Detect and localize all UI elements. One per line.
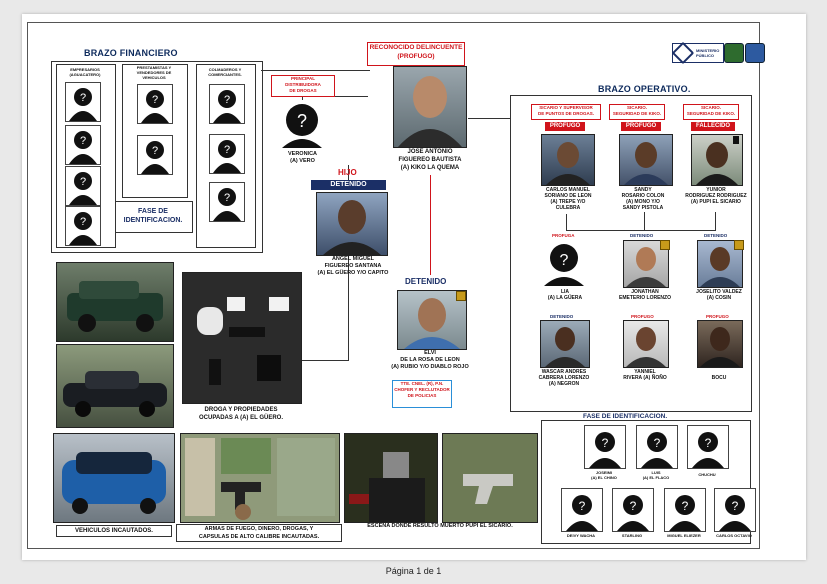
connector-line: [300, 360, 349, 361]
status-label: PROFUGO: [631, 314, 654, 319]
veronica-name: VERONICA (A) VERO: [287, 151, 318, 164]
detenido-tag-icon: [734, 240, 744, 250]
suspect-photo: [697, 320, 743, 368]
hijo-name: ANGEL MIGUEL FIGUEREO SANTANA (A) EL GÜERO Y/O CAPITO: [317, 256, 389, 276]
unknown-person-icon: [714, 488, 756, 532]
status-label: DETENIDO: [704, 233, 728, 238]
status-label: DETENIDO: [550, 314, 574, 319]
connector-line: [261, 70, 370, 71]
unknown-person-icon: [65, 82, 101, 122]
weapons-money-photo: [180, 433, 340, 523]
drogas-caption: DROGA Y PROPIEDADES OCUPADAS A (A) EL GÜERO.: [198, 407, 283, 421]
logo-text: MINISTERIO PÚBLICO: [696, 48, 720, 58]
col3-label: COLMADEROS Y COMERCIANTES.: [208, 67, 242, 77]
unknown-person-icon: [561, 488, 603, 532]
unknown-person-icon: [137, 84, 173, 124]
svg-text:?: ?: [704, 436, 712, 450]
svg-text:?: ?: [79, 216, 87, 228]
svg-text:?: ?: [151, 145, 159, 157]
role-3: SICARIO. SEGURIDAD DE KIKO.: [683, 104, 739, 120]
status-label: DETENIDO: [630, 233, 654, 238]
svg-text:?: ?: [79, 176, 87, 188]
svg-text:?: ?: [629, 499, 637, 513]
escena-caption: ESCENA DONDE RESULTO MUERTO PUPI EL SICARIO.: [367, 523, 513, 529]
connector-line: [566, 214, 567, 230]
suspect-name: SANDY ROSARIO COLON (A) MONO Y/O SANDY PISTOLA: [621, 187, 665, 211]
connector-line: [566, 230, 716, 231]
policia-seal-icon: [745, 43, 765, 63]
status-label: PROFUGA: [552, 233, 575, 238]
suspect-photo: [541, 134, 595, 186]
detenido-tag-icon: [456, 291, 466, 301]
suspect-name: YANNIEL RIVERA (A) ÑOÑO: [623, 369, 667, 381]
svg-text:?: ?: [731, 499, 739, 513]
status-badge: FALLECIDO: [691, 122, 735, 131]
unknown-person-icon: [65, 166, 101, 206]
svg-text:?: ?: [223, 144, 231, 156]
center-header: RECONOCIDO DELINCUENTE (PROFUGO): [367, 42, 465, 66]
fase2-name: MIGUEL ELIEZER: [667, 533, 701, 538]
unknown-person-icon: [209, 134, 245, 174]
hijo-label: HIJO: [338, 168, 357, 177]
col1-label: EMPRESARIOS (AGUACATERO): [69, 67, 101, 77]
svg-text:?: ?: [559, 252, 569, 269]
elvi-name: ELVI DE LA ROSA DE LEON (A) RUBIO Y/O DIABLO ROJO: [391, 350, 469, 370]
unknown-person-icon: [540, 240, 588, 286]
fase2-name: STARLING: [621, 533, 643, 538]
unknown-person-icon: [65, 125, 101, 165]
suspect-name: WASCAR ANDRES CABRERA LORENZO (A) NEGRON: [538, 369, 590, 387]
vehicle-photo-crv: [53, 433, 175, 523]
hijo-status: DETENIDO: [311, 180, 386, 190]
unknown-person-icon: [278, 100, 326, 148]
fase2-name: DEIVY WACHA: [566, 533, 596, 538]
unknown-person-icon: [664, 488, 706, 532]
connector-line: [644, 212, 645, 230]
unknown-person-icon: [209, 182, 245, 222]
suspect-photo: [540, 320, 590, 368]
vehicle-photo-sedan: [56, 344, 174, 428]
unknown-person-icon: [65, 206, 101, 246]
svg-text:?: ?: [681, 499, 689, 513]
detenido-tag-icon: [660, 240, 670, 250]
vehicle-photo-suv: [56, 262, 174, 342]
unknown-person-icon: [636, 425, 678, 469]
armas-caption: ARMAS DE FUEGO, DINERO, DROGAS, Y CAPSULAS DE ALTO CALIBRE INCAUTADAS.: [176, 524, 342, 542]
connector-line: [715, 212, 716, 230]
status-badge: PROFUGO: [545, 122, 585, 131]
fase2-name: CARLOS OCTAVIO: [716, 533, 752, 538]
veronica-role: PRINCIPAL DISTRIBUIDORA DE DROGAS: [271, 75, 335, 97]
center-name: JOSE ANTONIO FIGUEREO BAUTISTA (A) KIKO LA QUEMA: [398, 149, 462, 171]
fase2-name: LUIS (A) EL FLACO: [642, 470, 670, 480]
svg-text:?: ?: [223, 192, 231, 204]
role-1: SICARIO Y SUPERVISOR DE PUNTOS DE DROGAS.: [531, 104, 601, 120]
status-label: PROFUGO: [706, 314, 729, 319]
col2-label: PRESTAMISTAS Y VENDEDORES DE VEHICULOS: [136, 65, 172, 80]
suspect-name: JOSELITO VALDEZ (A) COSIN: [696, 289, 742, 301]
brazo-operativo-title: BRAZO OPERATIVO.: [598, 84, 691, 94]
vehiculos-caption: VEHICULOS INCAUTADOS.: [56, 525, 172, 537]
pistol-photo: [442, 433, 538, 523]
crime-scene-photo: [344, 433, 438, 523]
unknown-person-icon: [612, 488, 654, 532]
unknown-person-icon: [687, 425, 729, 469]
svg-text:?: ?: [223, 94, 231, 106]
hijo-photo: [316, 192, 388, 256]
logo-mark-icon: [672, 42, 695, 65]
status-badge: PROFUGO: [621, 122, 661, 131]
svg-text:?: ?: [578, 499, 586, 513]
svg-text:?: ?: [601, 436, 609, 450]
role-2: SICARIO. SEGURIDAD DE KIKO.: [609, 104, 665, 120]
svg-text:?: ?: [79, 135, 87, 147]
suspect-name: YUNIOR RODRIGUEZ RODRIGUEZ (A) PUPI EL SICARIO: [685, 187, 747, 205]
dncd-seal-icon: [724, 43, 744, 63]
suspect-photo: [623, 320, 669, 368]
fase2-name: JOSEIMI (A) EL CHINO: [591, 470, 617, 480]
mourning-ribbon-icon: [733, 136, 739, 144]
svg-text:?: ?: [151, 94, 159, 106]
suspect-photo: [619, 134, 673, 186]
page-footer: Página 1 de 1: [385, 566, 442, 576]
connector-line: [468, 118, 510, 119]
svg-text:?: ?: [79, 92, 87, 104]
elvi-status: DETENIDO: [405, 277, 447, 286]
fase2-name: CHUCHU: [698, 472, 716, 477]
center-photo: [393, 66, 467, 148]
fase2-title: FASE DE IDENTIFICACION.: [580, 413, 670, 420]
suspect-name: CARLOS MANUEL SORIANO DE LEON (A) TREPE Y/O CULEBRA: [544, 187, 592, 211]
unknown-person-icon: [137, 135, 173, 175]
ministerio-logo: [672, 43, 724, 63]
suspect-name: JONATHAN EMETERIO LORENZO: [619, 289, 671, 301]
svg-text:?: ?: [296, 111, 308, 131]
unknown-person-icon: [209, 84, 245, 124]
brazo-financiero-title: BRAZO FINANCIERO: [84, 48, 178, 58]
suspect-name: BOCU: [711, 375, 727, 381]
svg-text:?: ?: [653, 436, 661, 450]
suspect-name: LIA (A) LA GÜERA: [547, 289, 583, 301]
connector-line-red: [430, 175, 431, 275]
drugs-photo: [182, 272, 302, 404]
elvi-note: TTE. CNEL. (R), P.N. CHOFER Y RECLUTADOR DE POLICIAS: [392, 380, 452, 408]
unknown-person-icon: [584, 425, 626, 469]
fase-label: FASE DE IDENTIFICACION.: [123, 208, 183, 224]
